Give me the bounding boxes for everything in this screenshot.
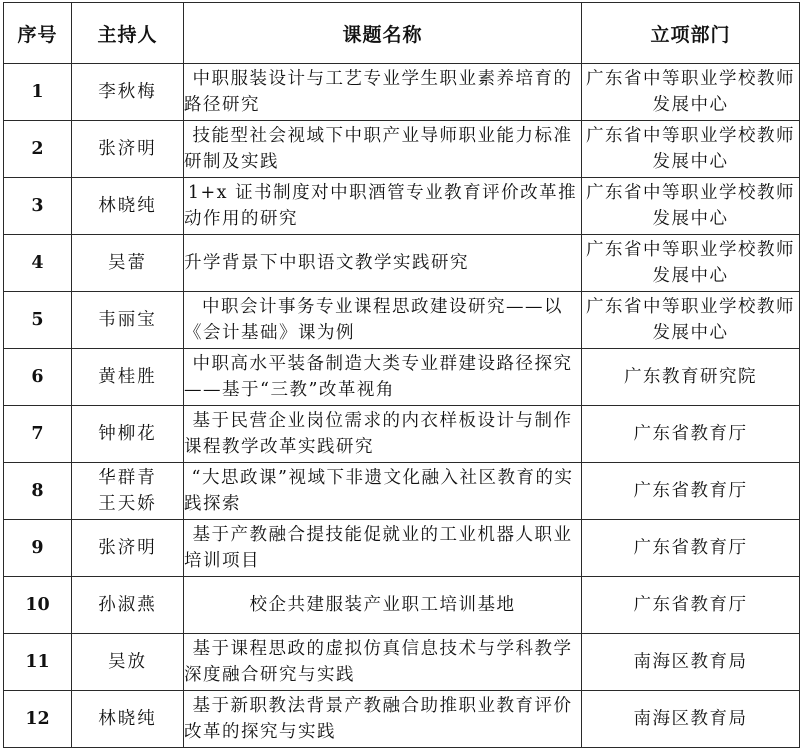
cell-project-title: 基于课程思政的虚拟仿真信息技术与学科教学深度融合研究与实践 — [184, 634, 582, 691]
header-approving-department: 立项部门 — [582, 3, 800, 64]
cell-approving-department: 广东省中等职业学校教师发展中心 — [582, 235, 800, 292]
table-body — [4, 64, 800, 748]
cell-serial-number: 9 — [4, 520, 72, 577]
host-name: 林晓纯 — [98, 709, 157, 729]
host-name: 李秋梅 — [98, 82, 157, 102]
cell-host — [72, 520, 184, 577]
table-row — [4, 691, 800, 748]
cell-project-title: 基于民营企业岗位需求的内衣样板设计与制作课程教学改革实践研究 — [184, 406, 582, 463]
project-table — [3, 2, 800, 748]
header-serial-number: 序号 — [4, 3, 72, 64]
cell-project-title: 1+x 证书制度对中职酒管专业教育评价改革推动作用的研究 — [184, 178, 582, 235]
host-name: 张济明 — [98, 538, 157, 558]
table-row — [4, 634, 800, 691]
cell-project-title: 升学背景下中职语文教学实践研究 — [184, 235, 582, 292]
cell-project-title: “大思政课”视域下非遗文化融入社区教育的实践探索 — [184, 463, 582, 520]
host-name: 黄桂胜 — [98, 367, 157, 387]
host-name: 林晓纯 — [98, 196, 157, 216]
table-row — [4, 349, 800, 406]
project-table-container — [3, 2, 800, 748]
cell-host — [72, 634, 184, 691]
table-row — [4, 292, 800, 349]
cell-host — [72, 463, 184, 520]
host-name: 韦丽宝 — [98, 310, 157, 330]
cell-host — [72, 691, 184, 748]
cell-approving-department: 广东省教育厅 — [582, 520, 800, 577]
table-row — [4, 463, 800, 520]
table-row — [4, 406, 800, 463]
cell-project-title: 校企共建服装产业职工培训基地 — [184, 577, 582, 634]
host-name: 张济明 — [98, 139, 157, 159]
cell-approving-department: 南海区教育局 — [582, 691, 800, 748]
cell-serial-number: 3 — [4, 178, 72, 235]
cell-approving-department: 广东省教育厅 — [582, 577, 800, 634]
cell-serial-number: 2 — [4, 121, 72, 178]
cell-host — [72, 577, 184, 634]
cell-host — [72, 406, 184, 463]
cell-serial-number: 1 — [4, 64, 72, 121]
cell-serial-number: 10 — [4, 577, 72, 634]
cell-host — [72, 292, 184, 349]
table-row — [4, 520, 800, 577]
cell-host — [72, 64, 184, 121]
cell-serial-number: 4 — [4, 235, 72, 292]
cell-project-title: 中职服装设计与工艺专业学生职业素养培育的路径研究 — [184, 64, 582, 121]
cell-host — [72, 121, 184, 178]
header-host: 主持人 — [72, 3, 184, 64]
host-name: 吴放 — [108, 652, 147, 672]
cell-host — [72, 235, 184, 292]
cell-project-title: 技能型社会视域下中职产业导师职业能力标准研制及实践 — [184, 121, 582, 178]
cell-approving-department: 广东省教育厅 — [582, 406, 800, 463]
host-name: 吴蕾 — [108, 253, 147, 273]
cell-approving-department: 广东省教育厅 — [582, 463, 800, 520]
cell-approving-department: 南海区教育局 — [582, 634, 800, 691]
cell-project-title: 中职会计事务专业课程思政建设研究——以《会计基础》课为例 — [184, 292, 582, 349]
table-row — [4, 235, 800, 292]
cell-project-title: 基于产教融合提技能促就业的工业机器人职业培训项目 — [184, 520, 582, 577]
cell-serial-number: 12 — [4, 691, 72, 748]
table-row — [4, 121, 800, 178]
host-name: 钟柳花 — [98, 424, 157, 444]
table-row — [4, 178, 800, 235]
cell-serial-number: 11 — [4, 634, 72, 691]
host-name: 孙淑燕 — [98, 595, 157, 615]
cell-host — [72, 349, 184, 406]
table-row — [4, 64, 800, 121]
cell-project-title: 中职高水平装备制造大类专业群建设路径探究——基于“三教”改革视角 — [184, 349, 582, 406]
cell-approving-department: 广东教育研究院 — [582, 349, 800, 406]
cell-project-title: 基于新职教法背景产教融合助推职业教育评价改革的探究与实践 — [184, 691, 582, 748]
cell-approving-department: 广东省中等职业学校教师发展中心 — [582, 121, 800, 178]
cell-host — [72, 178, 184, 235]
table-header-row — [4, 3, 800, 64]
cell-approving-department: 广东省中等职业学校教师发展中心 — [582, 292, 800, 349]
header-project-title: 课题名称 — [184, 3, 582, 64]
table-row — [4, 577, 800, 634]
cell-serial-number: 8 — [4, 463, 72, 520]
cell-serial-number: 5 — [4, 292, 72, 349]
cell-serial-number: 7 — [4, 406, 72, 463]
cell-approving-department: 广东省中等职业学校教师发展中心 — [582, 64, 800, 121]
cell-approving-department: 广东省中等职业学校教师发展中心 — [582, 178, 800, 235]
host-name: 华群青 王天娇 — [98, 468, 157, 514]
cell-serial-number: 6 — [4, 349, 72, 406]
